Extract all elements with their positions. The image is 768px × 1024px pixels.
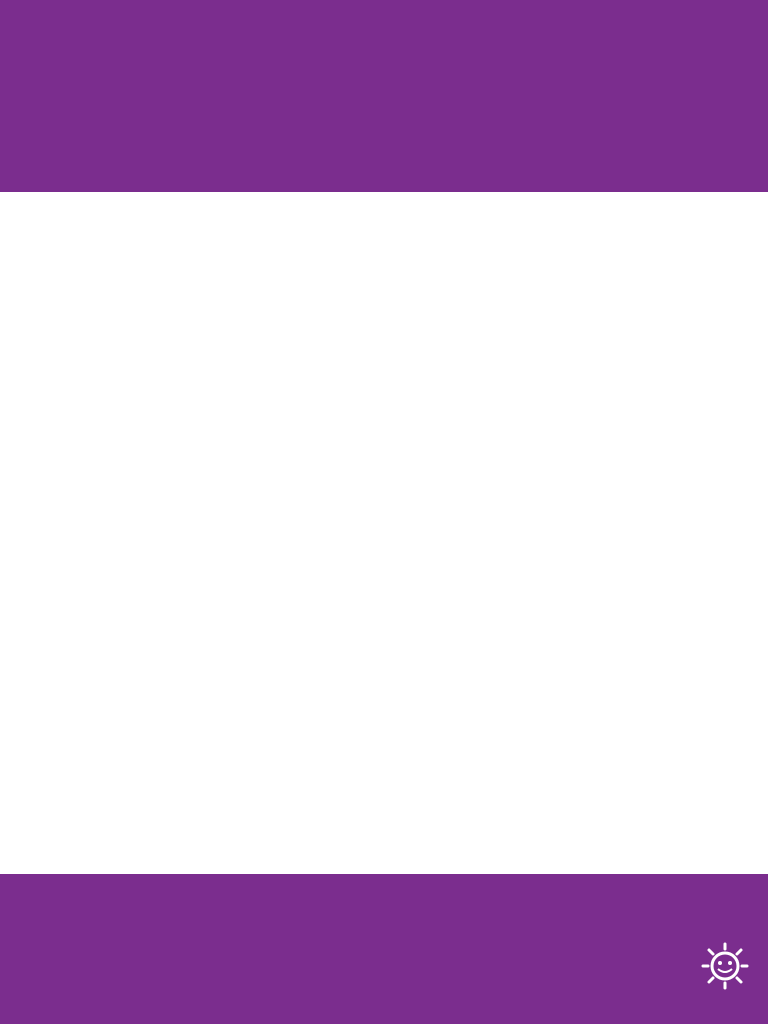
virus-pattern xyxy=(0,874,768,1024)
bottom-virus-banner xyxy=(0,874,768,1024)
top-virus-banner xyxy=(0,0,768,192)
ebug-logo xyxy=(692,938,762,1018)
activity-content xyxy=(73,222,695,323)
virus-pattern xyxy=(0,0,768,192)
list-item xyxy=(73,245,695,265)
sun-face-icon xyxy=(692,938,762,998)
